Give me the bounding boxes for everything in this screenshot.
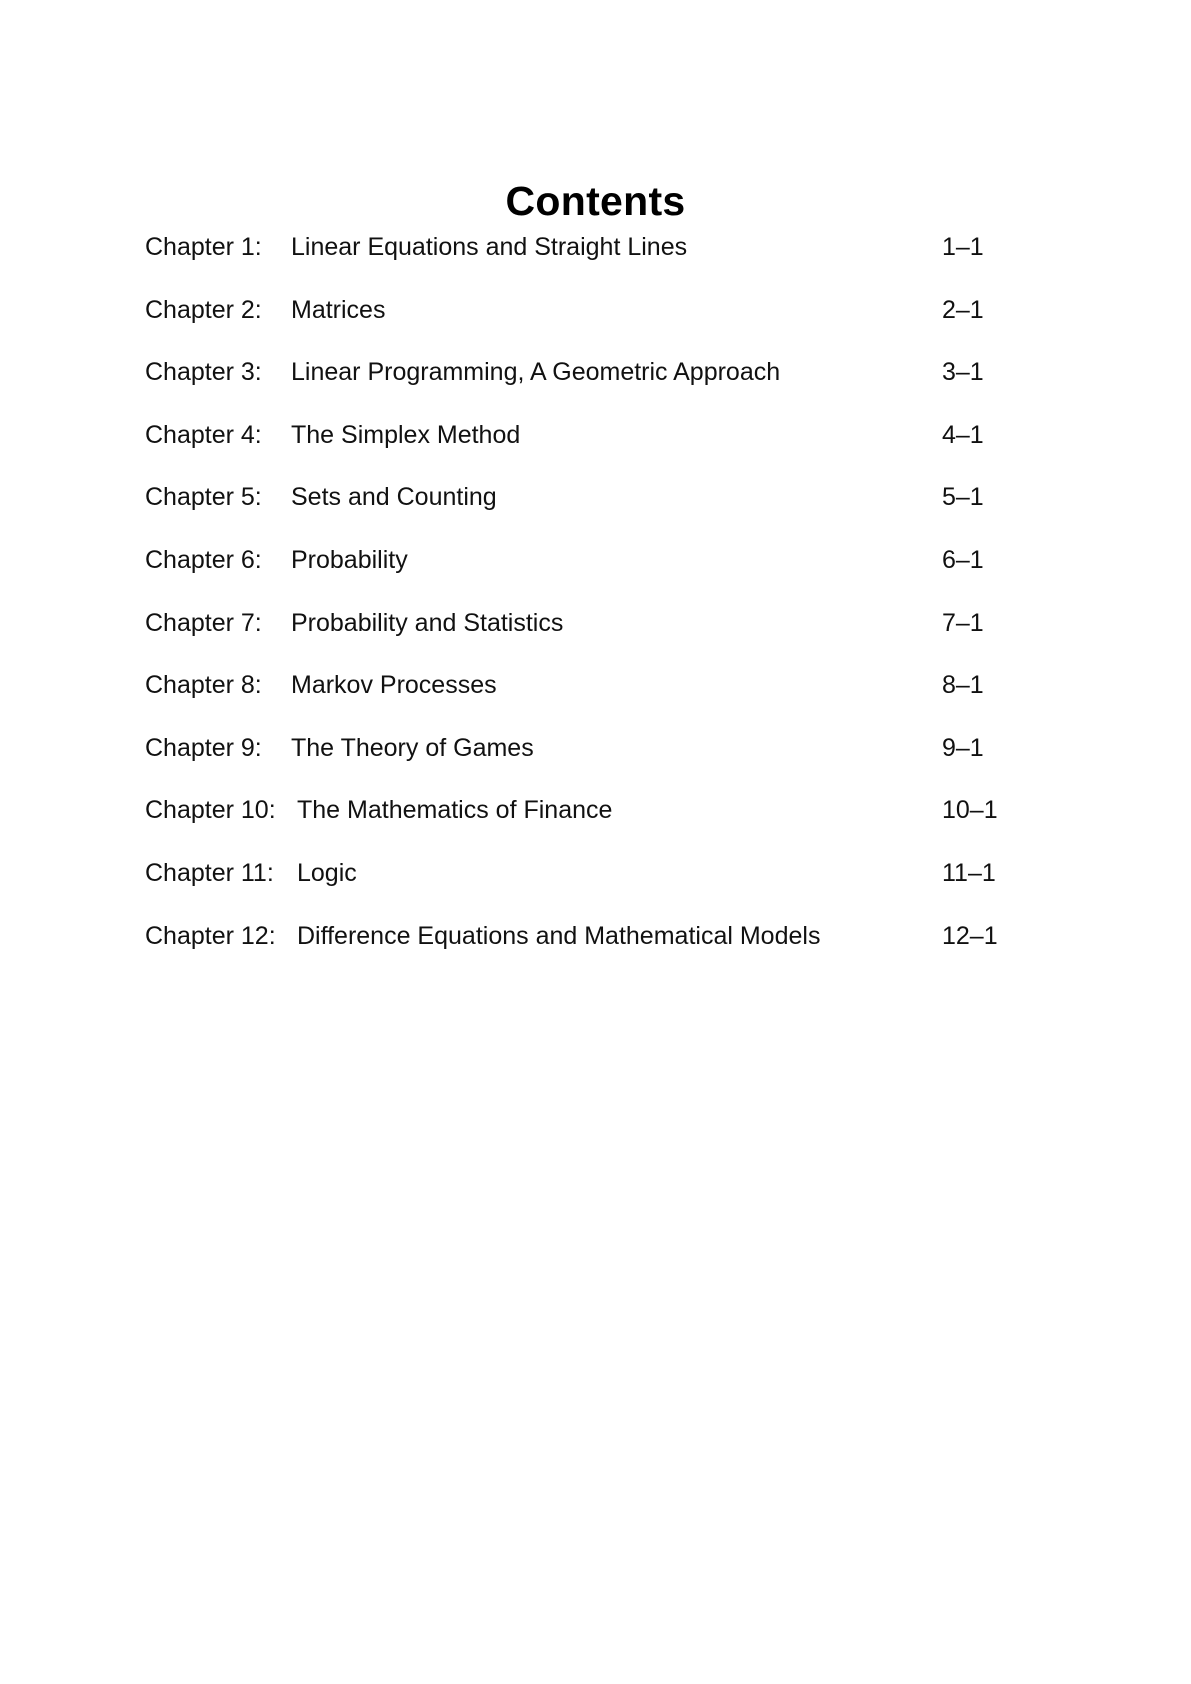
toc-entry-chapter-12 bbox=[145, 918, 1045, 981]
toc-entry-chapter-1 bbox=[145, 229, 1045, 292]
chapter-title: Probability bbox=[291, 545, 408, 574]
chapter-label: Chapter 6: bbox=[145, 545, 262, 574]
chapter-page-number: 1–1 bbox=[942, 233, 984, 261]
chapter-title: Matrices bbox=[291, 295, 386, 324]
toc-entry-chapter-4 bbox=[145, 417, 1045, 480]
chapter-title: Difference Equations and Mathematical Models bbox=[297, 921, 821, 950]
toc-entry-chapter-6 bbox=[145, 542, 1045, 605]
chapter-page-number: 12–1 bbox=[942, 921, 998, 950]
chapter-title: Logic bbox=[297, 858, 357, 887]
chapter-label: Chapter 8: bbox=[145, 671, 262, 700]
chapter-label: Chapter 11: bbox=[145, 858, 274, 887]
chapter-label: Chapter 7: bbox=[145, 608, 262, 637]
toc-entry-chapter-7 bbox=[145, 605, 1045, 668]
toc-entry-chapter-9 bbox=[145, 730, 1045, 793]
chapter-label: Chapter 3: bbox=[145, 358, 262, 387]
page-title: Contents bbox=[505, 178, 686, 225]
chapter-title: The Mathematics of Finance bbox=[297, 796, 613, 825]
toc-entry-chapter-3 bbox=[145, 354, 1045, 417]
chapter-page-number: 3–1 bbox=[942, 358, 984, 387]
chapter-title: The Theory of Games bbox=[291, 733, 534, 762]
chapter-title: Linear Equations and Straight Lines bbox=[291, 233, 688, 261]
chapter-page-number: 5–1 bbox=[942, 483, 984, 512]
chapter-page-number: 7–1 bbox=[942, 608, 984, 637]
chapter-page-number: 9–1 bbox=[942, 733, 984, 762]
chapter-page-number: 4–1 bbox=[942, 420, 984, 449]
chapter-title: Probability and Statistics bbox=[291, 608, 564, 637]
chapter-page-number: 2–1 bbox=[942, 295, 984, 324]
toc-entry-chapter-8 bbox=[145, 667, 1045, 730]
chapter-label: Chapter 5: bbox=[145, 483, 262, 512]
toc-entry-chapter-10 bbox=[145, 792, 1045, 855]
chapter-title: Markov Processes bbox=[291, 671, 497, 700]
chapter-label: Chapter 12: bbox=[145, 921, 276, 950]
table-of-contents bbox=[145, 229, 1045, 980]
toc-entry-chapter-2 bbox=[145, 292, 1045, 355]
chapter-title: Sets and Counting bbox=[291, 483, 497, 512]
chapter-page-number: 8–1 bbox=[942, 671, 984, 700]
toc-entry-chapter-5 bbox=[145, 479, 1045, 542]
chapter-page-number: 6–1 bbox=[942, 545, 984, 574]
chapter-label: Chapter 9: bbox=[145, 733, 262, 762]
chapter-label: Chapter 10: bbox=[145, 796, 276, 825]
chapter-page-number: 10–1 bbox=[942, 796, 998, 825]
chapter-title: Linear Programming, A Geometric Approach bbox=[291, 358, 781, 387]
chapter-label: Chapter 1: bbox=[145, 233, 262, 261]
chapter-label: Chapter 2: bbox=[145, 295, 262, 324]
chapter-page-number: 11–1 bbox=[942, 858, 996, 887]
chapter-label: Chapter 4: bbox=[145, 420, 262, 449]
toc-entry-chapter-11 bbox=[145, 855, 1045, 918]
chapter-title: The Simplex Method bbox=[291, 420, 521, 449]
